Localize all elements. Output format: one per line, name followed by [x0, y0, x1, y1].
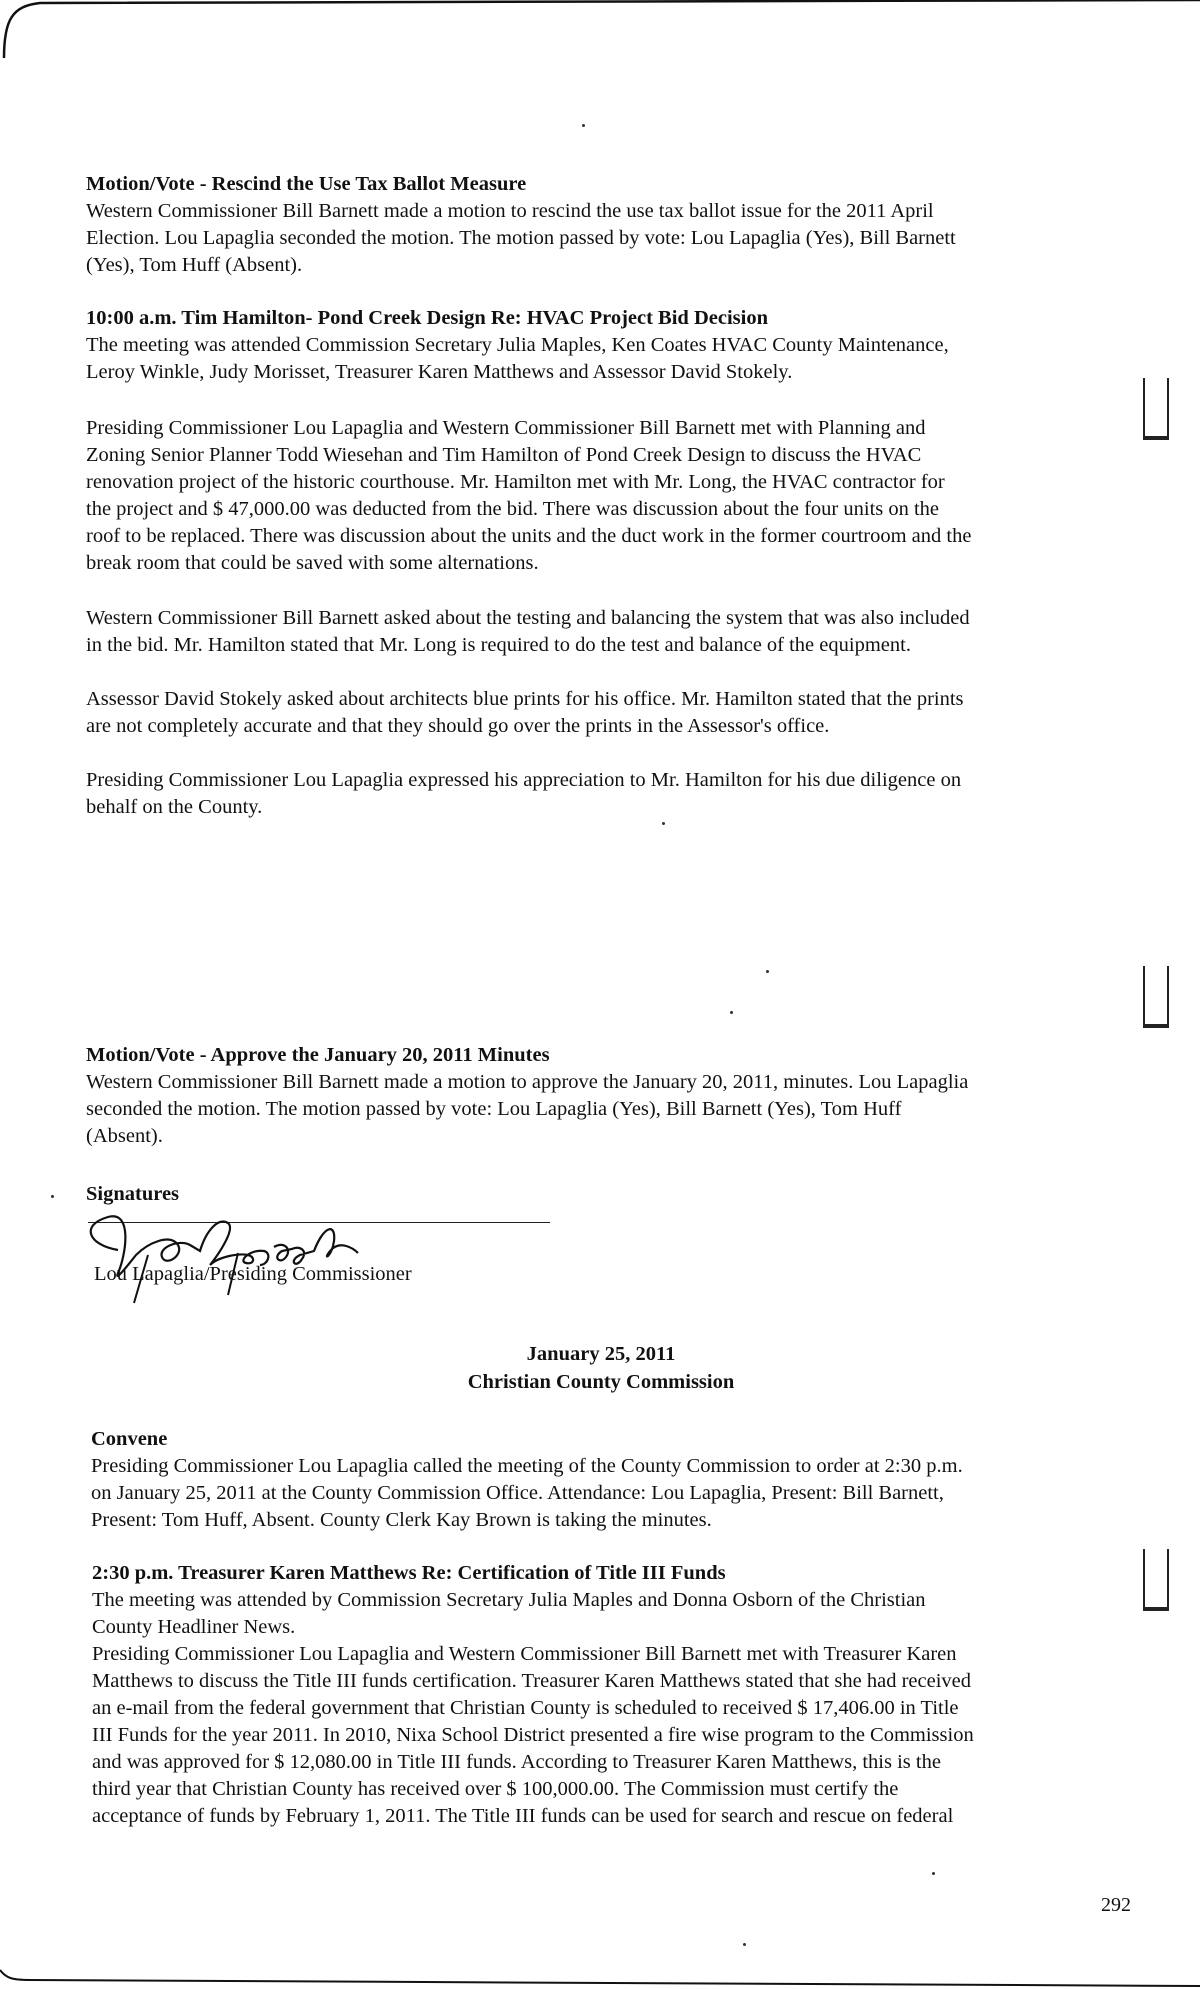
section-approve-minutes	[86, 1042, 1116, 1150]
paragraph-line: an e-mail from the federal government that Christian County is scheduled to received $ 17,406.00 in Title	[92, 1697, 959, 1719]
paragraph-line: Leroy Winkle, Judy Morisset, Treasurer Karen Matthews and Assessor David Stokely.	[86, 361, 793, 383]
paragraph-line: in the bid. Mr. Hamilton stated that Mr. Long is required to do the test and balance of the equipment.	[86, 634, 911, 656]
paragraph-line: Western Commissioner Bill Barnett made a motion to approve the January 20, 2011, minutes. Lou Lapaglia	[86, 1071, 969, 1093]
signature-caption: Lou Lapaglia/Presiding Commissioner	[94, 1263, 412, 1285]
paragraph-line: and was approved for $ 12,080.00 in Title III funds. According to Treasurer Karen Matthews, this is the	[92, 1751, 941, 1773]
page-number: 292	[1101, 1894, 1131, 1916]
paragraph-line: Matthews to discuss the Title III funds certification. Treasurer Karen Matthews stated that she had received	[92, 1670, 972, 1692]
paragraph-line: Presiding Commissioner Lou Lapaglia and Western Commissioner Bill Barnett met with Treasurer Karen	[92, 1643, 957, 1665]
margin-bracket-mark	[1143, 1549, 1169, 1611]
meeting-date: January 25, 2011	[526, 1343, 676, 1365]
handwritten-signature	[78, 1195, 498, 1305]
scan-border-top	[0, 0, 1200, 60]
commission-name: Christian County Commission	[467, 1371, 735, 1393]
paragraph-line: seconded the motion. The motion passed by vote: Lou Lapaglia (Yes), Bill Barnett (Yes), Tom Huff	[86, 1098, 902, 1120]
paragraph-line: acceptance of funds by February 1, 2011. The Title III funds can be used for search and rescue on federal	[92, 1805, 954, 1827]
paragraph-line: The meeting was attended Commission Secretary Julia Maples, Ken Coates HVAC County Maintenance,	[86, 334, 949, 356]
paragraph-appreciation	[86, 767, 1116, 821]
margin-bracket-mark	[1143, 378, 1169, 440]
paragraph-line: The meeting was attended by Commission Secretary Julia Maples and Donna Osborn of the Christian	[92, 1589, 926, 1611]
meeting-date-header	[86, 1340, 1116, 1396]
paragraph-line: County Headliner News.	[92, 1616, 296, 1638]
scan-border-bottom	[0, 1968, 1200, 1989]
paragraph-line: Present: Tom Huff, Absent. County Clerk Kay Brown is taking the minutes.	[91, 1509, 712, 1531]
paragraph-blue-prints	[86, 686, 1116, 740]
paragraph-line: (Absent).	[86, 1125, 163, 1147]
scan-speck	[51, 1195, 54, 1198]
paragraph-line: Presiding Commissioner Lou Lapaglia called the meeting of the County Commission to order at 2:30 p.m.	[91, 1455, 963, 1477]
section-convene	[91, 1426, 1121, 1534]
paragraph-line: Election. Lou Lapaglia seconded the motion. The motion passed by vote: Lou Lapaglia (Yes), Bill Barnett	[86, 227, 956, 249]
section-hvac-bid	[86, 305, 1116, 386]
paragraph-line: Zoning Senior Planner Todd Wiesehan and Tim Hamilton of Pond Creek Design to discuss the HVAC	[86, 444, 922, 466]
paragraph-line: (Yes), Tom Huff (Absent).	[86, 254, 303, 276]
paragraph-line: Western Commissioner Bill Barnett asked about the testing and balancing the system that was also included	[86, 607, 970, 629]
paragraph-line: the project and $ 47,000.00 was deducted from the bid. There was discussion about the four units on the	[86, 498, 940, 520]
paragraph-line: roof to be replaced. There was discussion about the units and the duct work in the former courtroom and the	[86, 525, 972, 547]
paragraph-line: III Funds for the year 2011. In 2010, Nixa School District presented a fire wise program to the Commission	[92, 1724, 974, 1746]
paragraph-line: on January 25, 2011 at the County Commission Office. Attendance: Lou Lapaglia, Present: Bill Barnett,	[91, 1482, 944, 1504]
paragraph-line: behalf on the County.	[86, 796, 263, 818]
section-title: 2:30 p.m. Treasurer Karen Matthews Re: Certification of Title III Funds	[92, 1562, 726, 1584]
paragraph-hvac-discussion	[86, 415, 1116, 577]
paragraph-line: break room that could be saved with some alternations.	[86, 552, 539, 574]
paragraph-line: third year that Christian County has received over $ 100,000.00. The Commission must certify the	[92, 1778, 899, 1800]
paragraph-line: are not completely accurate and that they should go over the prints in the Assessor's office.	[86, 715, 830, 737]
section-title: Convene	[91, 1428, 168, 1450]
paragraph-line: Presiding Commissioner Lou Lapaglia expressed his appreciation to Mr. Hamilton for his due diligence on	[86, 769, 962, 791]
scan-speck	[730, 1011, 733, 1014]
scan-speck	[932, 1872, 935, 1875]
paragraph-line: Assessor David Stokely asked about architects blue prints for his office. Mr. Hamilton stated that the prints	[86, 688, 964, 710]
scan-speck	[662, 822, 665, 825]
margin-bracket-mark	[1143, 966, 1169, 1028]
signatures-title: Signatures	[86, 1183, 180, 1205]
scan-speck	[582, 124, 585, 127]
scan-speck	[743, 1943, 746, 1946]
paragraph-line: renovation project of the historic courthouse. Mr. Hamilton met with Mr. Long, the HVAC contractor for	[86, 471, 945, 493]
paragraph-testing-balancing	[86, 605, 1116, 659]
paragraph-line: Western Commissioner Bill Barnett made a motion to rescind the use tax ballot issue for the 2011 April	[86, 200, 934, 222]
scan-speck	[766, 970, 769, 973]
section-title: Motion/Vote - Approve the January 20, 2011 Minutes	[86, 1044, 550, 1066]
section-title-iii-funds	[92, 1560, 1122, 1830]
section-title: Motion/Vote - Rescind the Use Tax Ballot Measure	[86, 173, 527, 195]
section-title: 10:00 a.m. Tim Hamilton- Pond Creek Design Re: HVAC Project Bid Decision	[86, 307, 768, 329]
section-rescind-use-tax	[86, 171, 1116, 279]
paragraph-line: Presiding Commissioner Lou Lapaglia and Western Commissioner Bill Barnett met with Planning and	[86, 417, 926, 439]
